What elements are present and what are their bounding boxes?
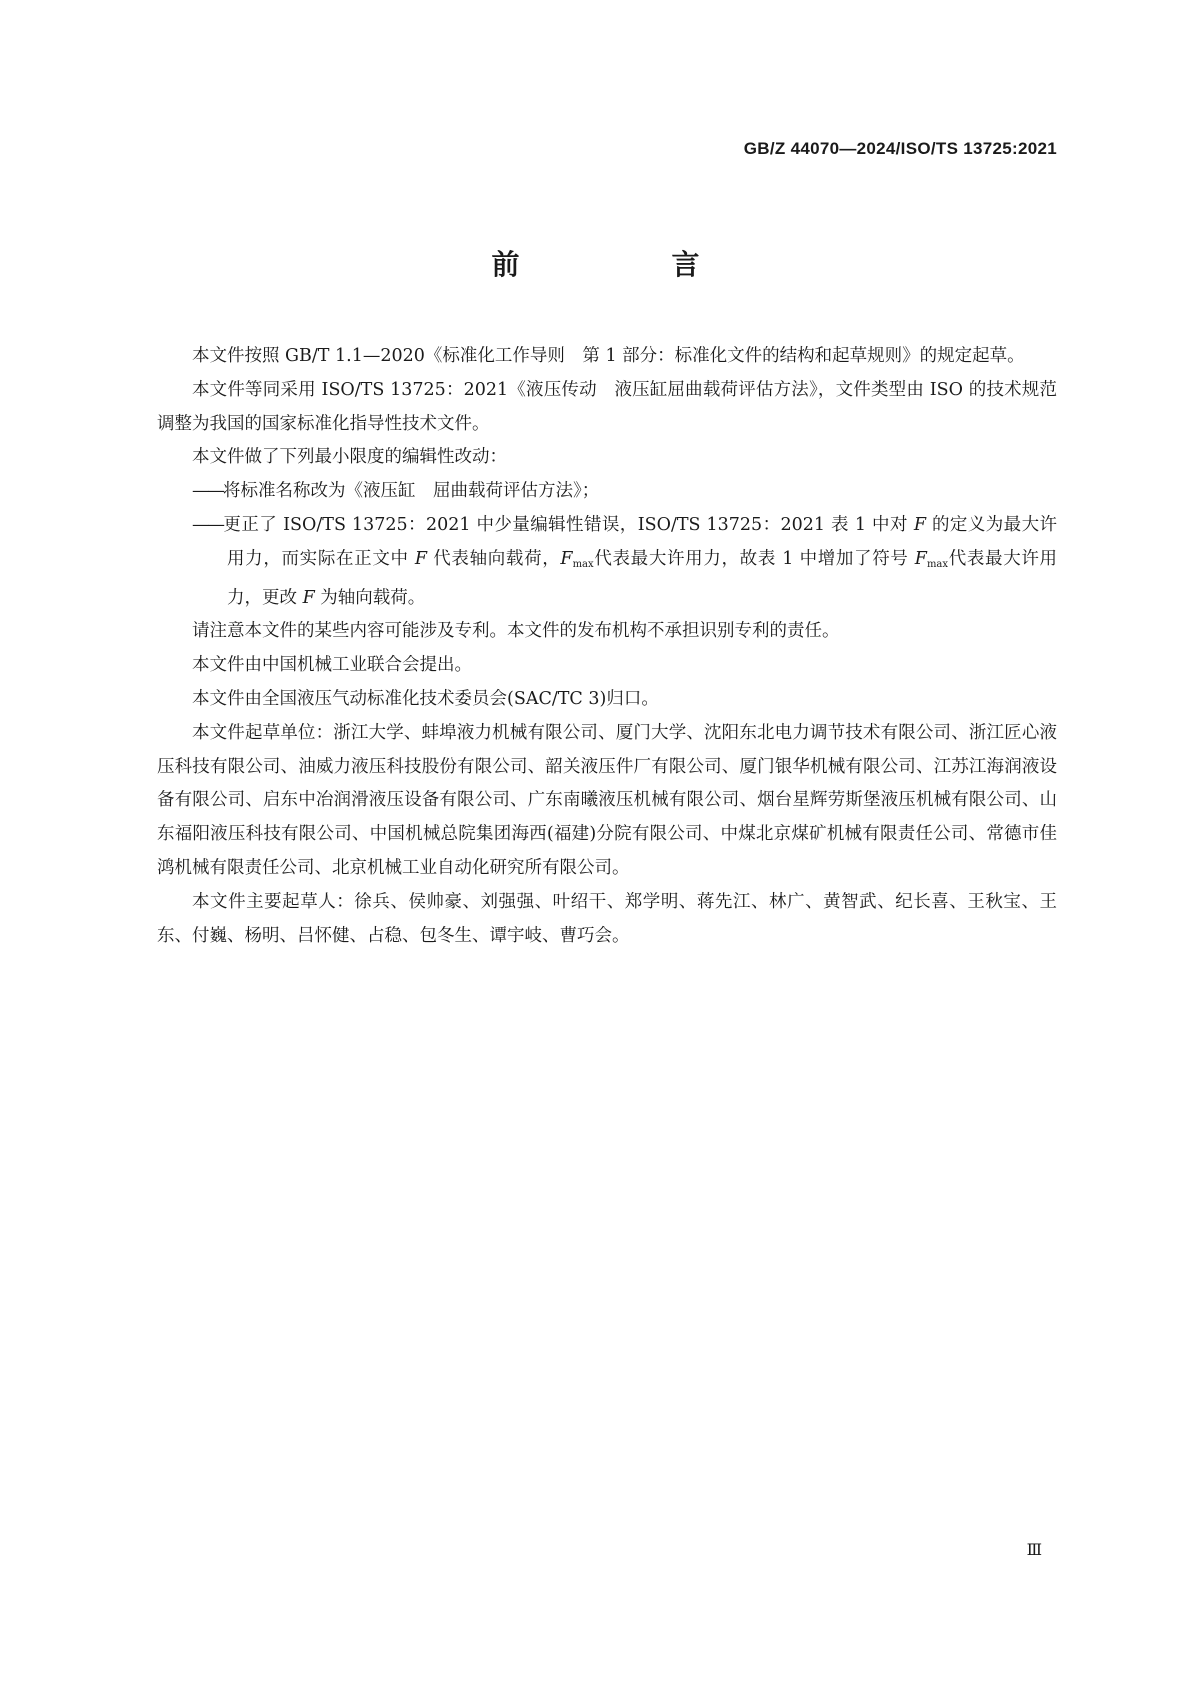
dash-marker: —— [192, 514, 223, 535]
list-item [157, 475, 1057, 509]
paragraph-editorial-changes: 本文件做了下列最小限度的编辑性改动： [192, 447, 507, 468]
list-item-text: 将标准名称改为《液压缸 屈曲载荷评估方法》； [223, 481, 600, 502]
page-number: Ⅲ [1026, 1540, 1041, 1559]
list-item-text: 代表最大许用力，故表 1 中增加了符号 [593, 548, 915, 569]
paragraph-proposer: 本文件由中国机械工业联合会提出。 [192, 655, 472, 676]
standard-code: GB/Z 44070—2024/ISO/TS 13725:2021 [743, 139, 1057, 158]
list-item-text: 代表轴向载荷， [427, 548, 561, 569]
subscript-max: max [572, 558, 594, 570]
paragraph-patent-notice: 请注意本文件的某些内容可能涉及专利。本文件的发布机构不承担识别专利的责任。 [192, 621, 840, 642]
document-body [157, 340, 1057, 953]
paragraph-drafting-rules: 本文件按照 GB/T 1.1—2020《标准化工作导则 第 1 部分：标准化文件的结构和起草规则》的规定起草。 [192, 346, 1025, 366]
symbol-f: F [914, 548, 927, 569]
page-title: 前 言 [491, 248, 762, 281]
paragraph-drafting-organizations: 本文件起草单位：浙江大学、蚌埠液力机械有限公司、厦门大学、沈阳东北电力调节技术有限公司、浙江匠心液压科技有限公司、油威力液压科技股份有限公司、韶关液压件厂有限公司、厦门银华机械有限公司、江苏江海润液设备有限公司、启东中冶润滑液压设备有限公司、广东南曦液压机械有限公司、烟台星辉劳斯堡液压机械有限公司、山东福阳液压科技有限公司、中国机械总院集团海西(福建)分院有限公司、中煤北京煤矿机械有限责任公司、常德市佳鸿机械有限责任公司、北京机械工业自动化研究所有限公司。 [157, 722, 1057, 878]
paragraph-adoption: 本文件等同采用 ISO/TS 13725：2021《液压传动 液压缸屈曲载荷评估方法》，文件类型由 ISO 的技术规范调整为我国的国家标准化指导性技术文件。 [157, 379, 1057, 434]
list-item-text: 的定义为最大许用力，而实际在正文中 [227, 514, 1057, 569]
list-item [157, 509, 1057, 615]
dash-marker: —— [192, 481, 223, 502]
subscript-max: max [926, 558, 949, 570]
list-item-text: 为轴向载荷。 [314, 587, 426, 608]
paragraph-centralized-management: 本文件由全国液压气动标准化技术委员会(SAC/TC 3)归口。 [192, 688, 659, 709]
paragraph-drafters: 本文件主要起草人：徐兵、侯帅豪、刘强强、叶绍干、郑学明、蒋先江、林广、黄智武、纪长喜、王秋宝、王东、付巍、杨明、吕怀健、占稳、包冬生、谭宇岐、曹巧会。 [157, 891, 1057, 946]
list-item-text: 代表最大许用力，更改 [227, 548, 1058, 608]
symbol-f: F [913, 514, 927, 535]
symbol-f: F [302, 587, 315, 608]
symbol-f: F [414, 548, 428, 569]
symbol-f: F [560, 548, 573, 569]
list-item-text: 更正了 ISO/TS 13725：2021 中少量编辑性错误，ISO/TS 13725：2021 表 1 中对 [223, 514, 914, 535]
